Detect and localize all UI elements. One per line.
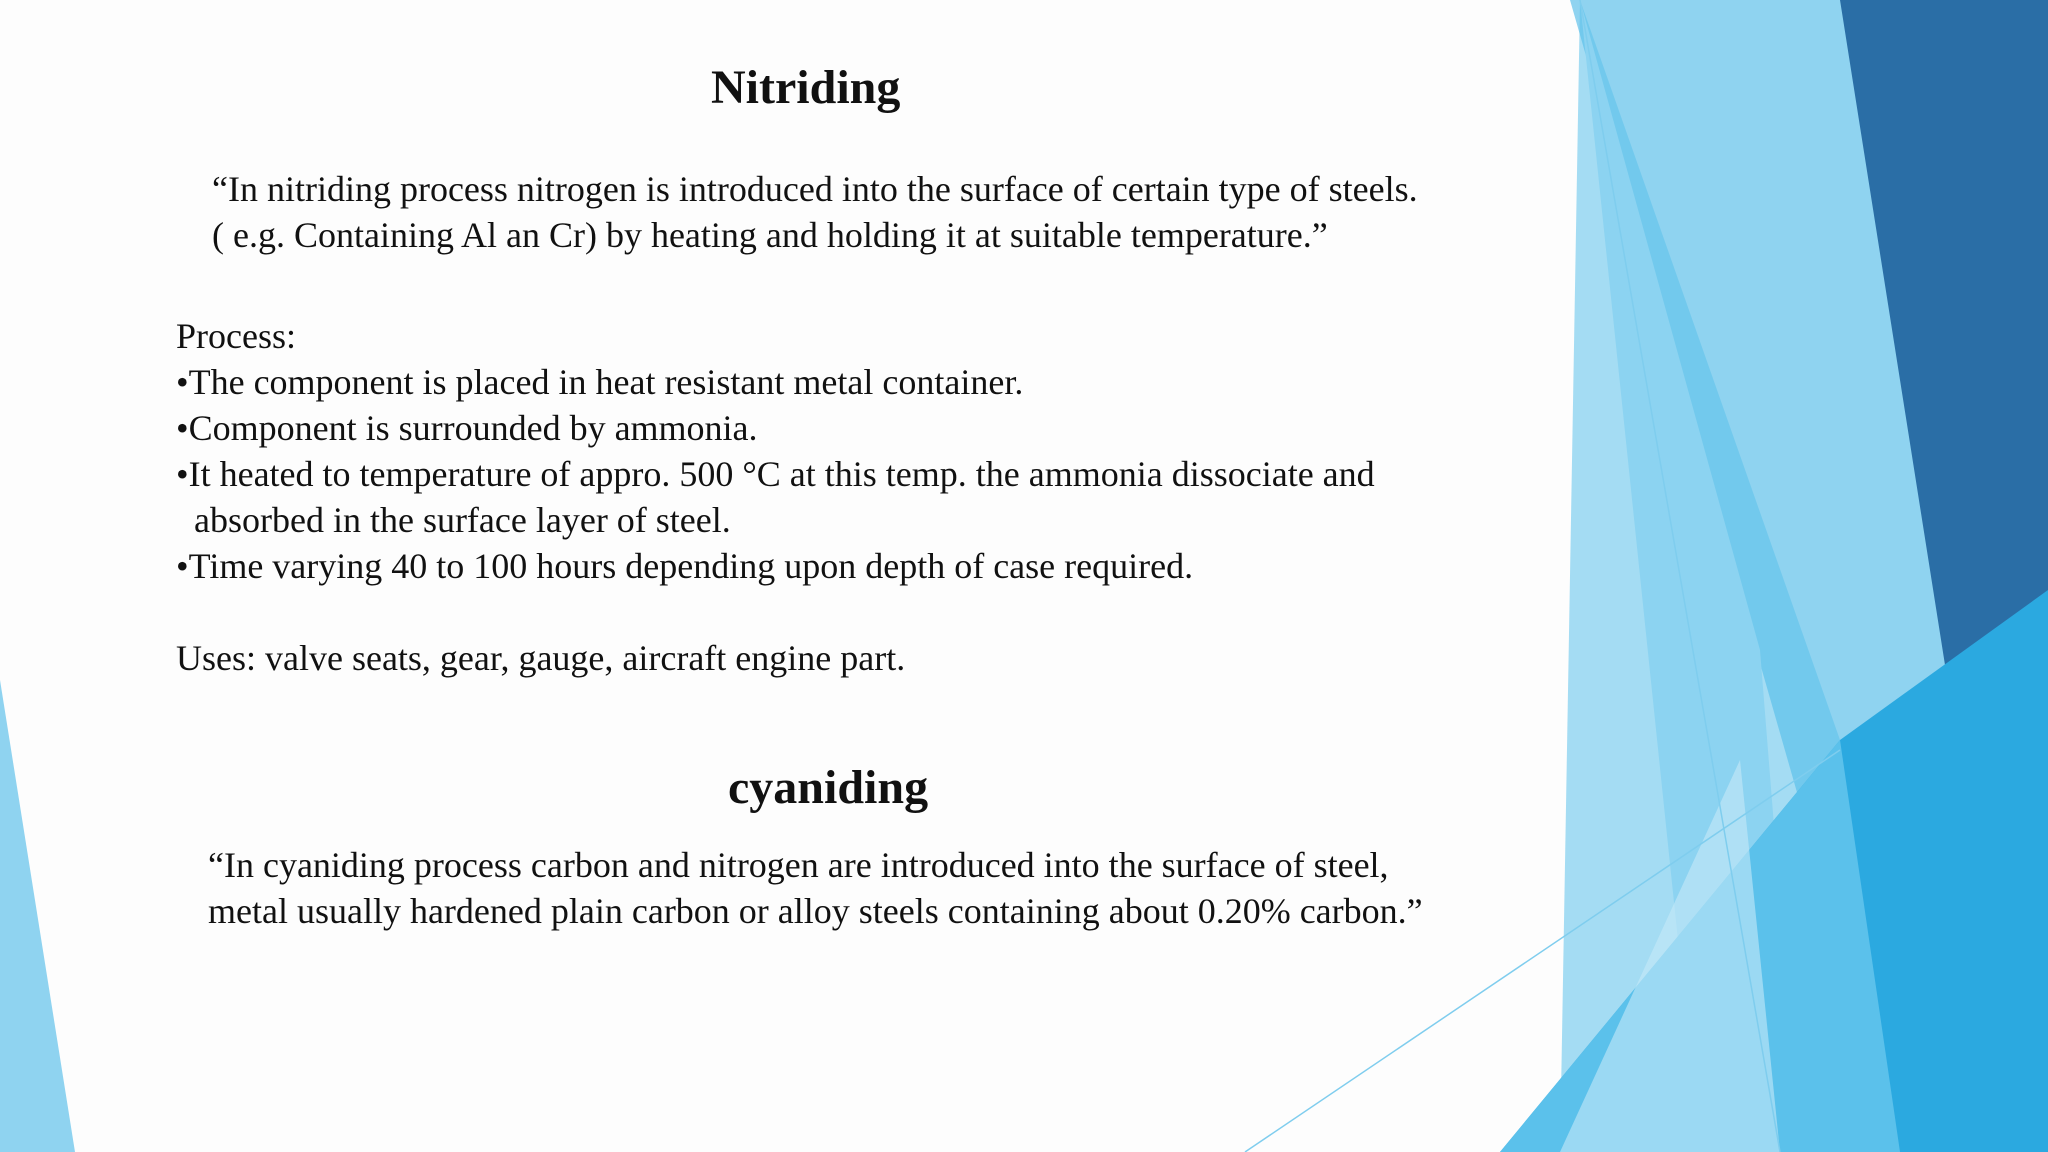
process-line-3: •It heated to temperature of appro. 500 °C at this temp. the ammonia dissociate and [176,454,1375,494]
process-heading: Process: [176,316,296,356]
cyaniding-definition-line-2: metal usually hardened plain carbon or alloy steels containing about 0.20% carbon.” [208,891,1423,931]
process-line-1: •The component is placed in heat resistant metal container. [176,362,1024,402]
cyaniding-title: cyaniding [728,761,929,814]
uses-line: Uses: valve seats, gear, gauge, aircraft engine part. [176,638,906,678]
left-blue-sliver [0,680,75,1152]
process-line-5: •Time varying 40 to 100 hours depending upon depth of case required. [176,546,1194,586]
process-line-4: absorbed in the surface layer of steel. [194,500,731,540]
process-line-2: •Component is surrounded by ammonia. [176,408,758,448]
nitriding-definition-line-1: “In nitriding process nitrogen is introduced into the surface of certain type of steels. [212,169,1418,209]
nitriding-definition-line-2: ( e.g. Containing Al an Cr) by heating and holding it at suitable temperature.” [212,215,1328,255]
cyaniding-definition-line-1: “In cyaniding process carbon and nitrogen are introduced into the surface of steel, [208,845,1389,885]
nitriding-title: Nitriding [711,61,901,114]
